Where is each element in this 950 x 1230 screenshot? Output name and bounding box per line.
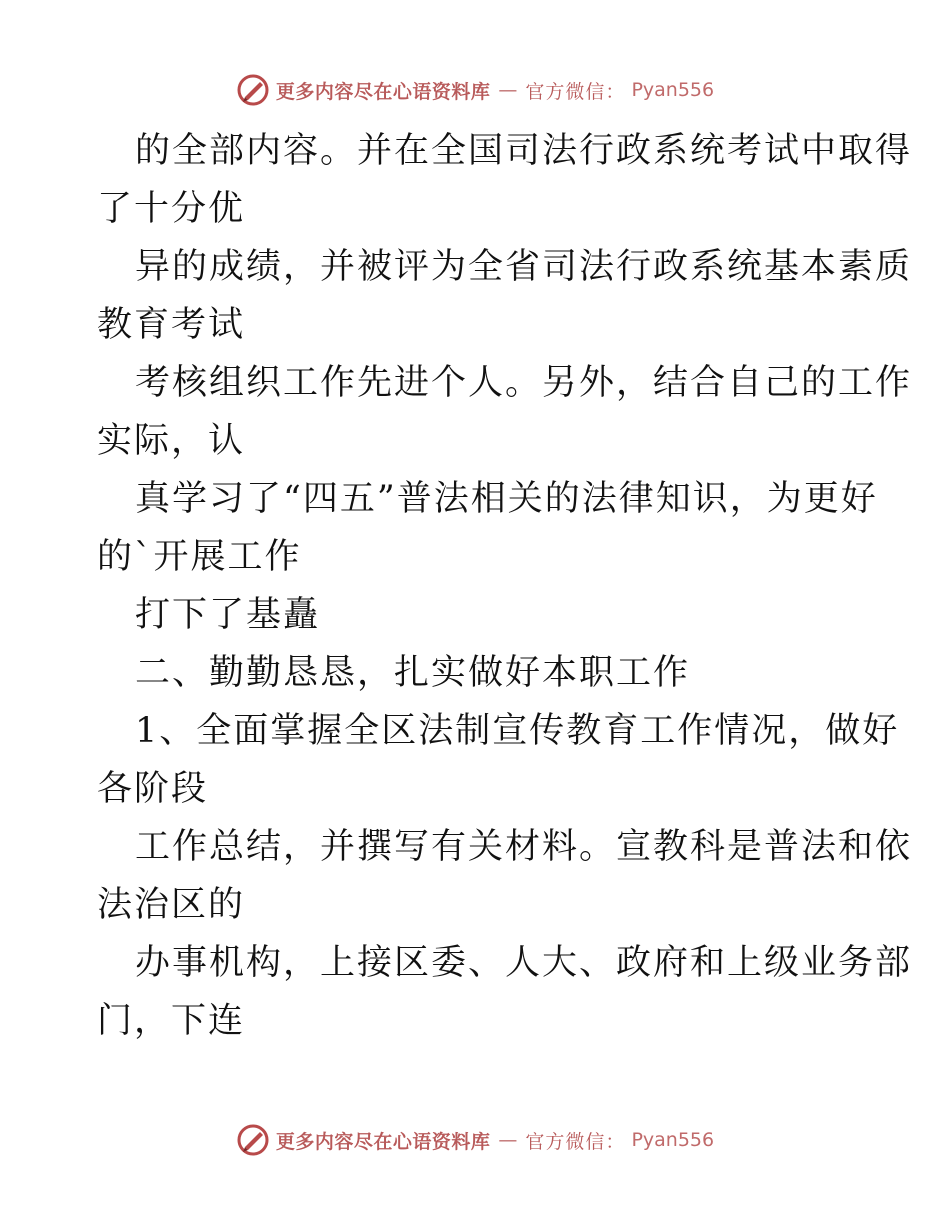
text-line: 的`开展工作 <box>97 537 302 577</box>
header-watermark <box>0 70 950 110</box>
logo-icon <box>236 1123 270 1157</box>
text-line: 工作总结，并撰写有关材料。宣教科是普法和依 <box>135 827 913 867</box>
text-line: 各阶段 <box>97 769 209 809</box>
footer-watermark <box>0 1120 950 1160</box>
watermark-label: 官方微信： <box>525 1130 626 1153</box>
watermark-separator: — <box>498 79 518 101</box>
text-line: 法治区的 <box>97 885 246 925</box>
text-line: 考核组织工作先进个人。另外，结合自己的工作 <box>135 363 913 403</box>
text-line: 异的成绩，并被评为全省司法行政系统基本素质 <box>135 247 913 287</box>
text-line: 1、全面掌握全区法制宣传教育工作情况，做好 <box>135 711 900 751</box>
text-line: 打下了基矗 <box>135 595 321 635</box>
text-line: 的全部内容。并在全国司法行政系统考试中取得 <box>135 131 913 171</box>
text-line: 门，下连 <box>97 1001 246 1041</box>
text-line: 办事机构，上接区委、人大、政府和上级业务部 <box>135 943 913 983</box>
watermark-id: Pyan556 <box>631 79 715 101</box>
logo-icon <box>236 73 270 107</box>
watermark-id: Pyan556 <box>631 1129 715 1151</box>
text-line: 真学习了“四五”普法相关的法律知识，为更好 <box>135 479 878 519</box>
text-line: 实际，认 <box>97 421 246 461</box>
document-body <box>97 122 913 1050</box>
section-heading: 二、勤勤恳恳，扎实做好本职工作 <box>135 653 691 693</box>
watermark-separator: — <box>498 1129 518 1151</box>
watermark-text: 更多内容尽在心语资料库 <box>275 80 491 103</box>
watermark-text: 更多内容尽在心语资料库 <box>275 1130 491 1153</box>
text-line: 教育考试 <box>97 305 246 345</box>
text-line: 了十分优 <box>97 189 246 229</box>
watermark-label: 官方微信： <box>525 80 626 103</box>
